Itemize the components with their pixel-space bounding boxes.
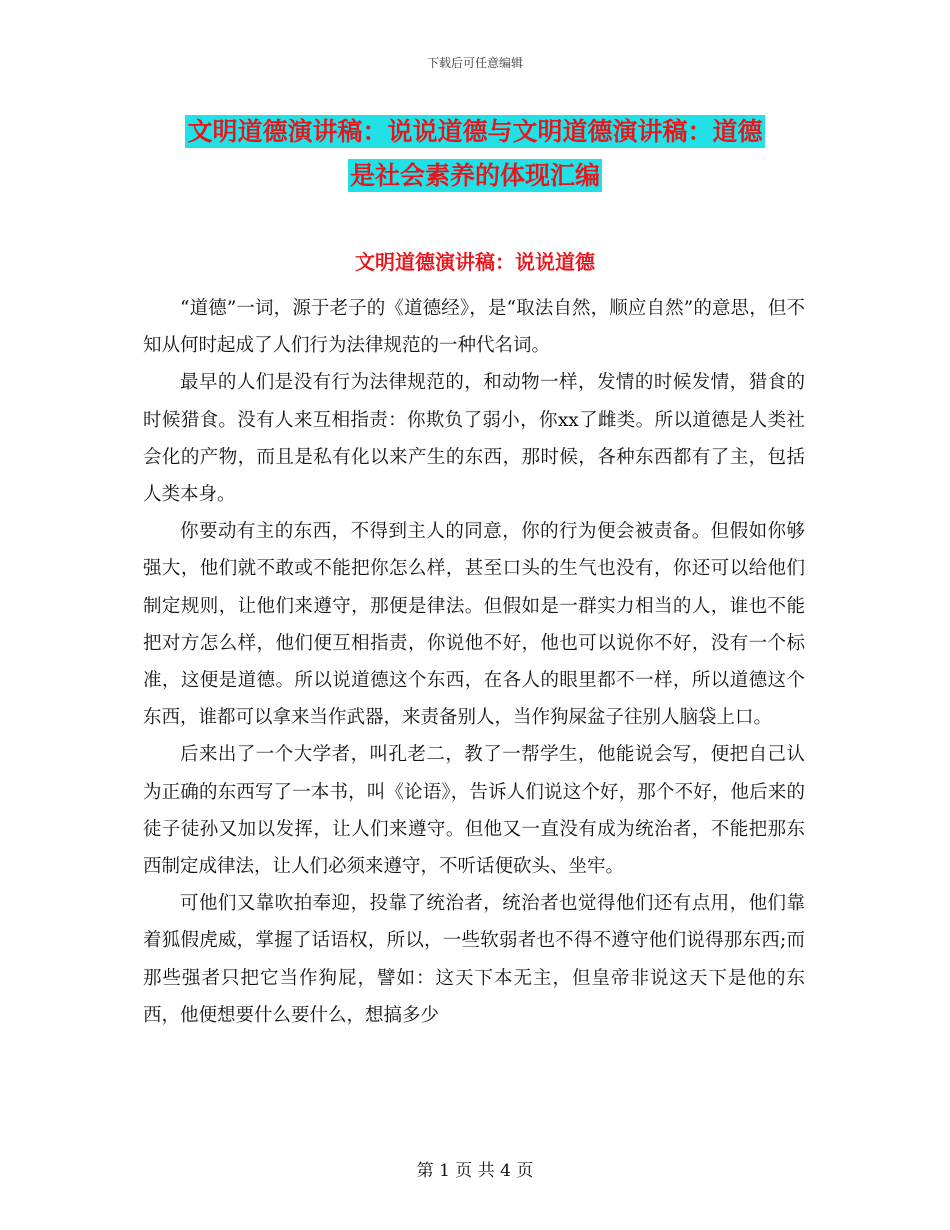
page-footer: 第 1 页 共 4 页 xyxy=(416,1161,534,1181)
section-title: 文明道德演讲稿：说说道德 xyxy=(355,250,595,274)
document-title xyxy=(0,110,950,198)
body-text xyxy=(143,290,805,1034)
paragraph: 可他们又靠吹拍奉迎，投靠了统治者，统治者也觉得他们还有点用，他们靠着狐假虎威，掌握了话语权，所以，一些软弱者也不得不遵守他们说得那东西;而那些强者只把它当作狗屁，譬如：这天下本无主，但皇帝非说这天下是他的东西，他便想要什么要什么，想搞多少 xyxy=(143,893,805,1026)
paragraph: 最早的人们是没有行为法律规范的，和动物一样，发情的时候发情，猎食的时候猎食。没有人来互相指责：你欺负了弱小，你xx了雌类。所以道德是人类社会化的产物，而且是私有化以来产生的东西，那时候，各种东西都有了主，包括人类本身。 xyxy=(143,372,805,506)
paragraph: 你要动有主的东西，不得到主人的同意，你的行为便会被责备。但假如你够强大，他们就不敢或不能把你怎么样，甚至口头的生气也没有，你还可以给他们制定规则，让他们来遵守，那便是律法。但假如是一群实力相当的人，谁也不能把对方怎么样，他们便互相指责，你说他不好，他也可以说你不好，没有一个标准，这便是道德。所以说道德这个东西，在各人的眼里都不一样，所以道德这个东西，谁都可以拿来当作武器，来责备别人，当作狗屎盆子往别人脑袋上口。 xyxy=(143,521,805,729)
paragraph: “道德”一词，源于老子的《道德经》，是“取法自然，顺应自然”的意思，但不知从何时起成了人们行为法律规范的一种代名词。 xyxy=(143,298,805,357)
header-note: 下载后可任意编辑 xyxy=(426,56,523,70)
paragraph: 后来出了一个大学者，叫孔老二，教了一帮学生，他能说会写，便把自己认为正确的东西写了一本书，叫《论语》，告诉人们说这个好，那个不好，他后来的徒子徒孙又加以发挥，让人们来遵守。但他又一直没有成为统治者，不能把那东西制定成律法，让人们必须来遵守，不听话便砍头、坐牢。 xyxy=(143,744,805,878)
title-line-1: 文明道德演讲稿：说说道德与文明道德演讲稿：道德 xyxy=(187,117,763,146)
title-line-2: 是社会素养的体现汇编 xyxy=(349,161,600,190)
